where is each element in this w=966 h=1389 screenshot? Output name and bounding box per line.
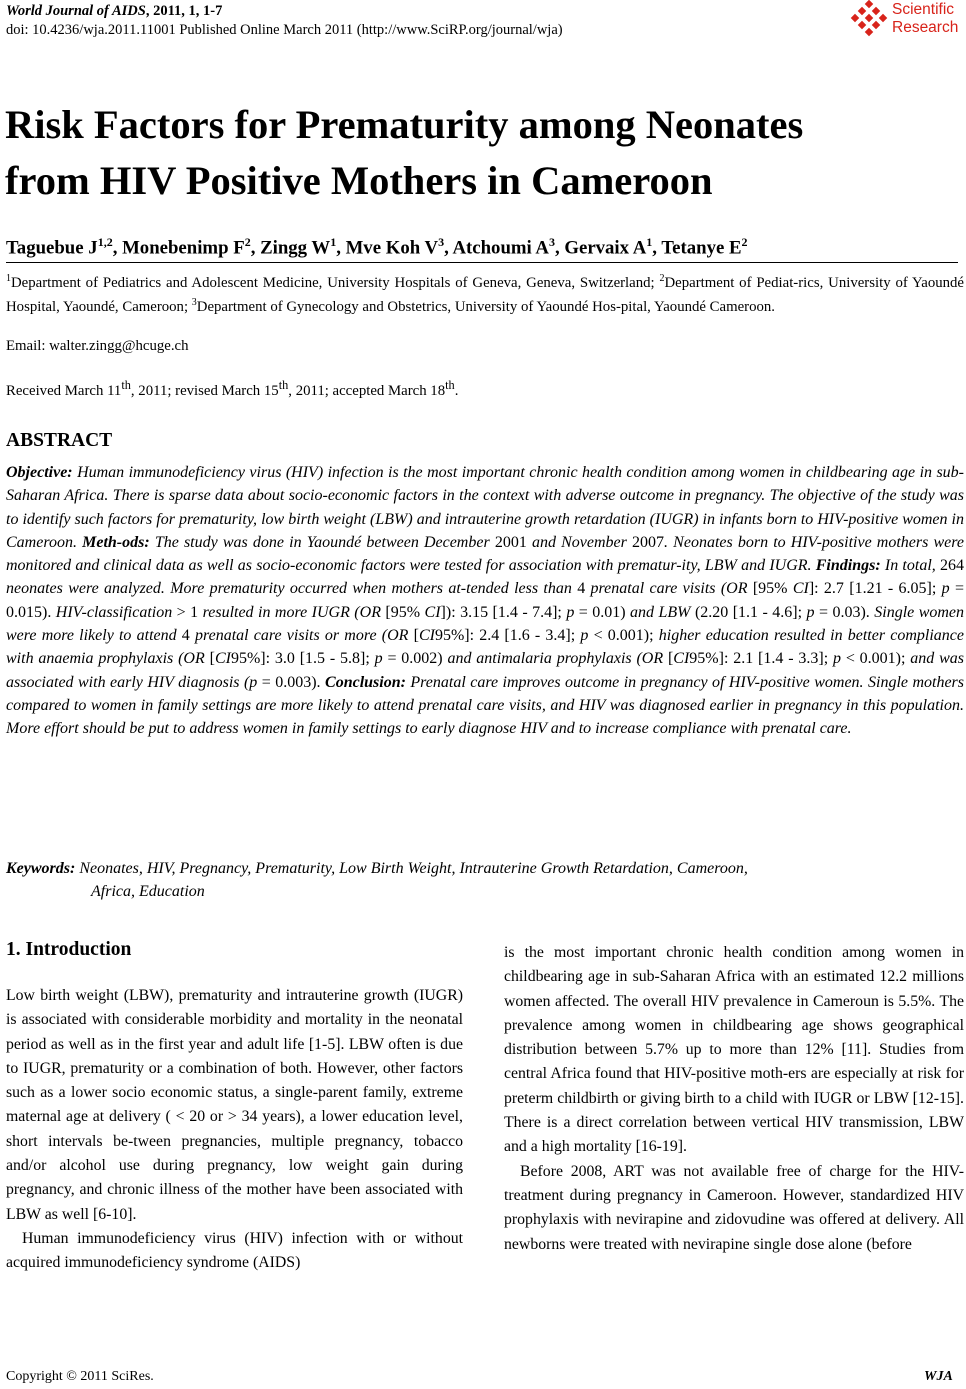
abstract-run: = 0.01) xyxy=(574,603,631,621)
paragraph: Before 2008, ART was not available free of charge for the HIV-treatment during pregnancy in Cameroon. However, standardized HIV prophylaxis with nevirapine and zidovudine was offered at delivery. All newborns were treated with nevirapine single dose alone (before xyxy=(504,1162,964,1253)
affiliation-sup: 2 xyxy=(659,273,665,284)
abstract-run: 264 xyxy=(940,557,964,575)
abstract-run: 95%]: 3.0 [1.5 - 5.8]; xyxy=(230,650,375,668)
author-affiliation-sup: 3 xyxy=(548,235,555,249)
title-line-1: Risk Factors for Prematurity among Neonates xyxy=(5,102,804,147)
author-separator: , xyxy=(652,237,662,259)
author-affiliation-sup: 1 xyxy=(330,235,337,249)
abstract-run: CI xyxy=(424,603,441,621)
abstract-run: p xyxy=(806,603,815,621)
keywords xyxy=(6,857,964,880)
author-separator: , xyxy=(554,237,565,259)
affiliation-text: Department of Pediatrics and Adolescent Medicine, University Hospitals of Geneva, Geneva, Switzerland; xyxy=(11,274,660,291)
received-sup-c: th xyxy=(445,378,455,392)
scirp-logo-icon xyxy=(848,0,890,42)
abstract-run: Meth-ods xyxy=(82,533,145,551)
author-affiliation-sup: 1,2 xyxy=(97,235,113,249)
author-name: Atchoumi A xyxy=(452,237,549,259)
body-column-right xyxy=(504,941,964,1257)
doi-line: doi: 10.4236/wja.2011.11001 Published Online March 2011 (http://www.SciRP.org/journal/wja) xyxy=(6,22,563,38)
abstract-run: p xyxy=(832,650,841,668)
affiliations xyxy=(6,269,964,317)
affiliation-text: Department of Gynecology and Obstetrics, University of Yaoundé Hos-pital, Yaoundé Cameroon. xyxy=(196,298,775,315)
abstract-run: ]: 2.7 [1.21 - 6.05]; xyxy=(808,580,942,598)
abstract-run: higher education resulted in better compliance with anaemia prophylaxis (OR xyxy=(6,627,965,668)
abstract-run: neonates were analyzed. More prematurity occurred when mothers at-tended less than xyxy=(6,580,578,598)
abstract-run: Objective: xyxy=(6,464,78,481)
affiliation-sup: 1 xyxy=(6,273,11,284)
received-sup-a: th xyxy=(121,378,131,392)
abstract-run: and antimalaria prophylaxis (OR xyxy=(447,650,668,668)
abstract-run: p xyxy=(374,650,383,668)
abstract-run: Conclusion: xyxy=(325,673,411,691)
abstract-run: [ xyxy=(209,650,215,668)
header-rule xyxy=(6,262,958,263)
received-text-c: , 2011; accepted March 18 xyxy=(288,382,446,399)
abstract-run: [95% xyxy=(385,603,425,621)
abstract-run: < 0.001); xyxy=(840,650,911,668)
abstract-run: In total, xyxy=(884,557,940,575)
abstract-run: 4 xyxy=(577,580,586,598)
abstract-heading: ABSTRACT xyxy=(6,430,113,451)
abstract-run: [ xyxy=(413,627,419,645)
abstract-run: resulted in more IUGR (OR xyxy=(198,603,386,621)
keywords-line-1: Neonates, HIV, Pregnancy, Prematurity, Low Birth Weight, Intrauterine Growth Retardation, Cameroon, xyxy=(75,860,748,877)
author-name: Mve Koh V xyxy=(345,237,439,259)
abstract-run: [ xyxy=(667,650,674,668)
journal-volume: , 2011, 1, 1-7 xyxy=(145,3,223,19)
abstract-run: = 0.015). xyxy=(6,580,965,621)
logo-text xyxy=(892,1,958,37)
abstract-run: CI xyxy=(792,580,809,598)
author-name: Monebenimp F xyxy=(122,237,245,259)
author-affiliation-sup: 3 xyxy=(438,235,445,249)
author-affiliation-sup: 2 xyxy=(741,235,748,249)
abstract-run: . Neonates born to HIV-positive mothers were monitored and clinical data as well as socio-economic factors were tested for association with prematur-ity, LBW and IUGR. xyxy=(6,533,965,575)
abstract-run: 2007 xyxy=(632,533,665,551)
abstract-run: (2.20 [1.1 - 4.6]; xyxy=(694,603,807,621)
abstract-run: and November xyxy=(526,533,633,551)
abstract-run: 95%]: 2.1 [1.4 - 3.3]; xyxy=(689,650,833,668)
author-affiliation-sup: 1 xyxy=(646,235,653,249)
abstract-run: CI xyxy=(673,650,690,668)
paragraph: Human immunodeficiency virus (HIV) infection with or without acquired immunodeficiency syndrome (AIDS) xyxy=(6,1229,463,1272)
abstract-run: : xyxy=(144,533,155,551)
abstract-run: = 0.002) xyxy=(382,650,448,668)
abstract-run: and LBW xyxy=(630,603,695,621)
abstract-run: CI xyxy=(214,650,231,668)
abstract-run: p xyxy=(941,580,950,598)
footer-copyright: Copyright © 2011 SciRes. xyxy=(6,1369,154,1384)
abstract-run: < 0.001); xyxy=(588,627,659,645)
abstract-run: 95%]: 2.4 [1.6 - 3.4]; xyxy=(434,627,581,645)
abstract-run: and was associated with early HIV diagnosis ( xyxy=(6,650,965,691)
author-separator: , xyxy=(112,237,123,259)
affiliation-text: Department of Pediat-rics, University of Yaoundé Hospital, Yaoundé, Cameroon; xyxy=(6,274,964,315)
author-separator: , xyxy=(250,237,261,259)
received-sup-b: th xyxy=(278,378,289,392)
abstract-run: p xyxy=(580,627,589,645)
received-text-d: . xyxy=(454,382,459,399)
affiliation-sup: 3 xyxy=(191,296,197,308)
author-affiliation-sup: 2 xyxy=(244,235,251,249)
publisher-logo xyxy=(848,0,966,44)
author-list xyxy=(6,229,748,261)
abstract-run: Findings: xyxy=(815,557,885,575)
abstract-run: CI xyxy=(418,627,435,645)
abstract-run: 2001 xyxy=(494,533,527,551)
author-name: Tetanye E xyxy=(661,237,742,259)
paper-title xyxy=(5,97,960,209)
abstract-run: = 0.003). xyxy=(257,673,326,691)
received-dates xyxy=(6,375,458,401)
paragraph: is the most important chronic health condition among women in childbearing age in sub-Saharan Africa with an estimated 12.2 millions women affected. The overall HIV prevalence in Cameroun is 5.5%. The prevalence among women in childbearing age shows geographical distribution between 5.7% up to more than 12% [11]. Studies from central Africa found that HIV-positive moth-ers are especially at risk for preterm childbirth or giving birth to a child with IUGR or LBW [12-15]. There is a direct correlation between vertical HIV transmission, LBW and a high mortality [16-19]. xyxy=(504,944,964,1156)
contact-email: Email: walter.zingg@hcuge.ch xyxy=(6,338,189,354)
author-name: Zingg W xyxy=(260,237,331,259)
abstract-run: [95% xyxy=(752,580,793,598)
abstract-run: p xyxy=(249,673,258,691)
abstract-run: > 1 xyxy=(176,603,199,621)
abstract-run: ]): 3.15 [1.4 - 7.4]; xyxy=(440,603,567,621)
abstract-run: prenatal care visits or more (OR xyxy=(189,627,414,645)
abstract-run: p xyxy=(566,603,575,621)
journal-citation xyxy=(6,2,222,20)
footer-journal-abbrev: WJA xyxy=(924,1369,953,1384)
abstract-run: prenatal care visits (OR xyxy=(585,580,753,598)
author-name: Taguebue J xyxy=(6,237,98,259)
abstract-run: The study was done in Yaoundé between December xyxy=(154,533,495,551)
abstract-run: Human immunodeficiency virus (HIV) infection is the most important chronic health condition among women in childbearing age in sub-Saharan Africa. There is sparse data about socio-economic factors in the context with adverse outcome in pregnancy. The objective of the study was to identify such factors for prematurity, low birth weight (LBW) and intrauterine growth retardation (IUGR) in infants born to HIV-positive women in Cameroon. xyxy=(6,464,965,551)
abstract-run: = 0.03). xyxy=(814,603,875,621)
author-name: Gervaix A xyxy=(564,237,647,259)
abstract-run: HIV-classification xyxy=(55,603,177,621)
journal-name: World Journal of AIDS xyxy=(6,3,146,19)
section-heading-introduction: 1. Introduction xyxy=(6,939,132,960)
abstract-run: Prenatal care improves outcome in pregnancy of HIV-positive women. Single mothers compared to women in family settings are more likely to attend prenatal care visits, and HIV was diagnosed earlier in pregnancy in this population. More effort should be put to address women in family settings to early diagnose HIV and to increase compliance with prenatal care. xyxy=(6,673,964,738)
logo-line-1: Scientific xyxy=(892,1,955,18)
paragraph: Low birth weight (LBW), prematurity and intrauterine growth (IUGR) is associated with considerable morbidity and mortality in the neonatal period as well as in the first year and adult life [1-5]. LBW often is due to IUGR, prematurity or a combination of both. However, other factors such as a lower socio economic status, a single-parent family, extreme maternal age at delivery ( < 20 or > 34 years), a lower education level, short intervals be-tween pregnancies, multiple pregnancy, tobacco and/or alcohol use during pregnancy, low weight gain during pregnancy, and chronic illness of the mother have been associated with LBW as well [6-10]. xyxy=(6,987,463,1223)
abstract-run: 4 xyxy=(181,627,190,645)
abstract-body xyxy=(6,461,964,741)
keywords-line-2: Africa, Education xyxy=(91,883,205,900)
author-separator: , xyxy=(444,237,453,259)
author-separator: , xyxy=(336,237,346,259)
title-line-2: from HIV Positive Mothers in Cameroon xyxy=(5,158,713,203)
abstract-run: Single women were more likely to attend xyxy=(6,603,965,645)
body-column-left xyxy=(6,984,463,1276)
received-text-a: Received March 11 xyxy=(6,382,122,399)
received-text-b: , 2011; revised March 15 xyxy=(130,382,279,399)
logo-line-2: Research xyxy=(892,19,959,36)
keywords-label: Keywords: xyxy=(6,860,76,877)
